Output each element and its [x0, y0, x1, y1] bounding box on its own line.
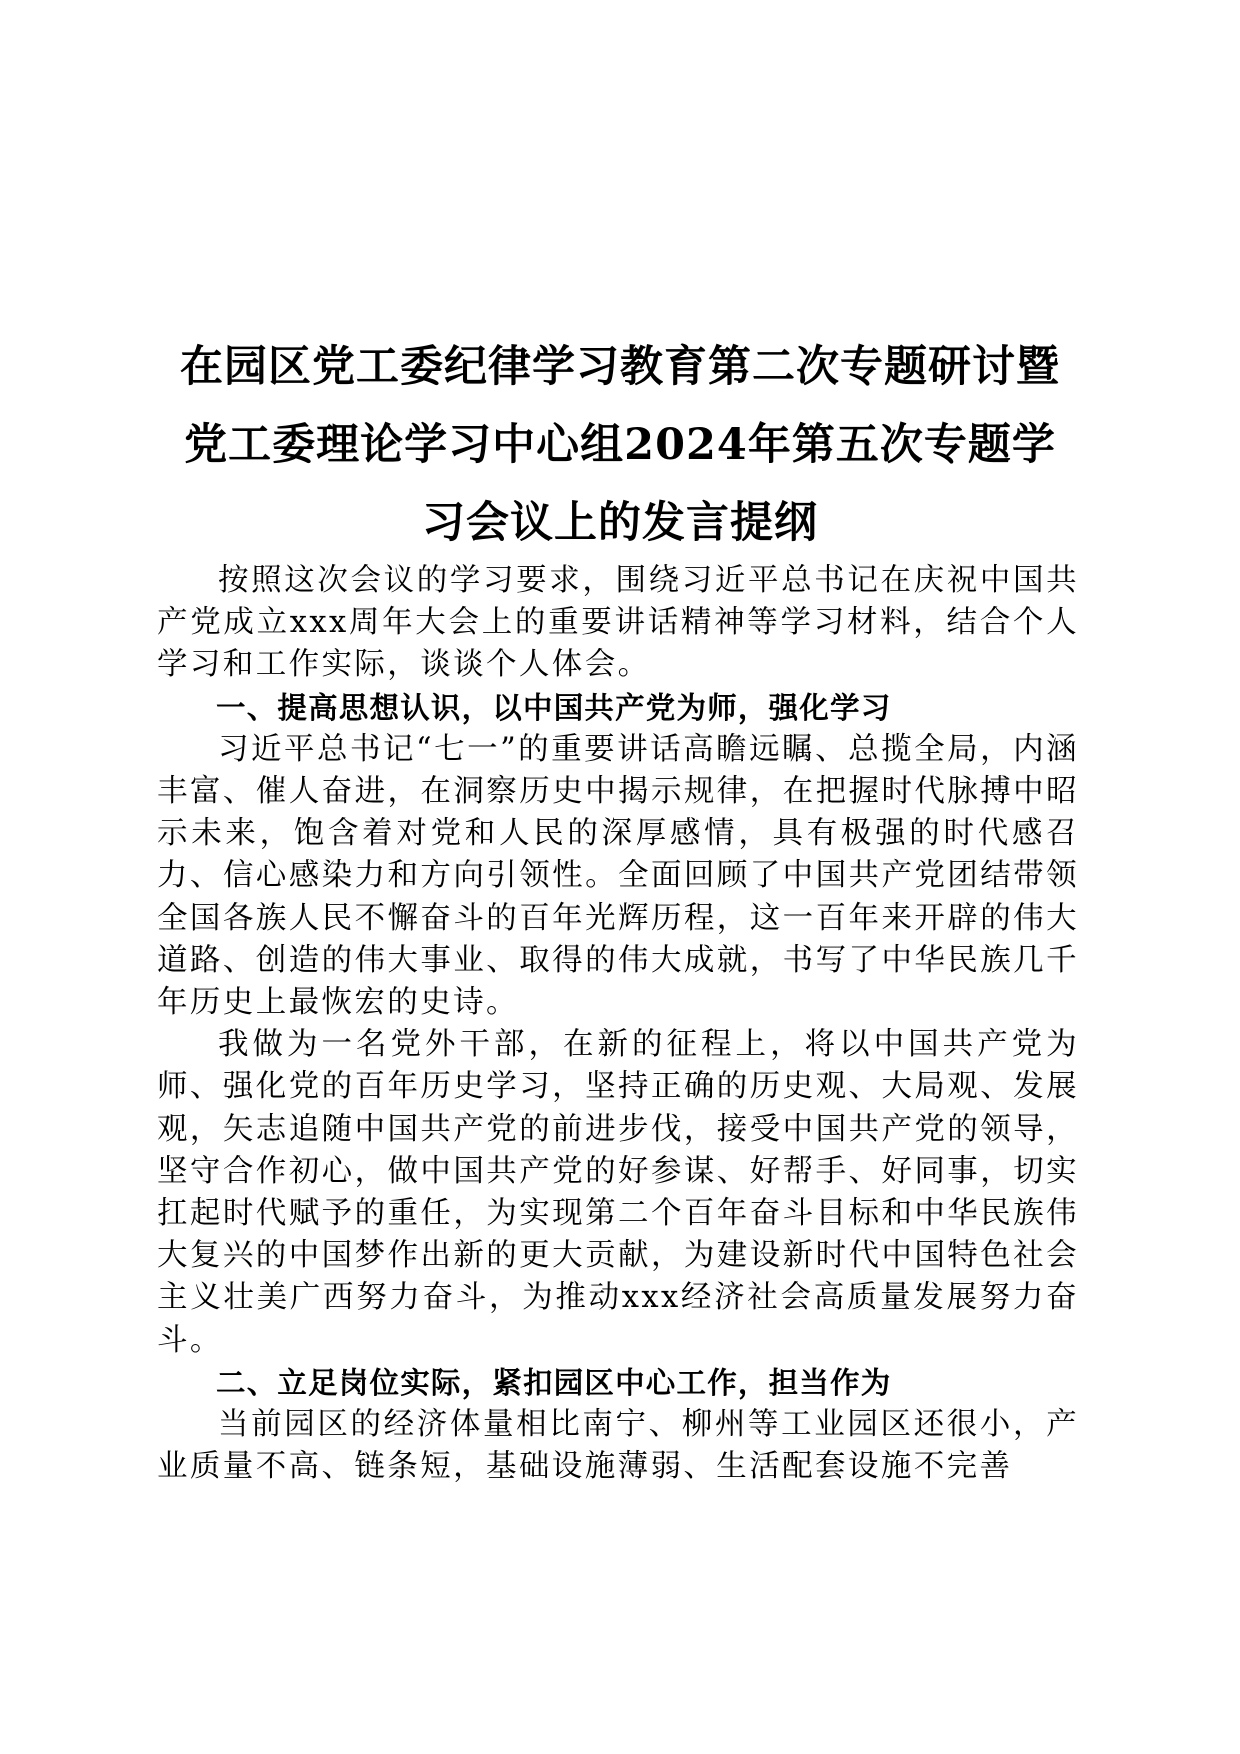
section-heading-1: 一、提高思想认识，以中国共产党为师，强化学习	[216, 690, 892, 725]
body-paragraph-2: 我做为一名党外干部，在新的征程上，将以中国共产党为师、强化党的百年历史学习，坚持正确的历史观、大局观、发展观，矢志追随中国共产党的前进步伐，接受中国共产党的领导，坚守合作初心，做中国共产党的好参谋、好帮手、好同事，切实扛起时代赋予的重任，为实现第二个百年奋斗目标和中华民族伟大复兴的中国梦作出新的更大贡献，为建设新时代中国特色社会主义壮美广西努力奋斗，为推动xxx经济社会高质量发展努力奋斗。	[157, 1027, 1079, 1358]
intro-paragraph: 按照这次会议的学习要求，围绕习近平总书记在庆祝中国共产党成立xxx周年大会上的重要讲话精神等学习材料，结合个人学习和工作实际，谈谈个人体会。	[157, 563, 1079, 683]
title-line: 习会议上的发言提纲	[422, 498, 818, 548]
body-paragraph-3: 当前园区的经济体量相比南宁、柳州等工业园区还很小，产业质量不高、链条短，基础设施薄弱、生活配套设施不完善	[157, 1407, 1079, 1485]
title-line: 党工委理论学习中心组2024年第五次专题学	[184, 420, 1056, 470]
body-paragraph-1: 习近平总书记“七一”的重要讲话高瞻远瞩、总揽全局，内涵丰富、催人奋进，在洞察历史中揭示规律，在把握时代脉搏中昭示未来，饱含着对党和人民的深厚感情，具有极强的时代感召力、信心感染力和方向引领性。全面回顾了中国共产党团结带领全国各族人民不懈奋斗的百年光辉历程，这一百年来开辟的伟大道路、创造的伟大事业、取得的伟大成就，书写了中华民族几千年历史上最恢宏的史诗。	[157, 731, 1079, 1021]
document-title	[150, 328, 1090, 562]
title-line: 在园区党工委纪律学习教育第二次专题研讨暨	[180, 342, 1060, 392]
document-body	[157, 560, 1079, 1488]
section-heading-2: 二、立足岗位实际，紧扣园区中心工作，担当作为	[216, 1365, 892, 1400]
